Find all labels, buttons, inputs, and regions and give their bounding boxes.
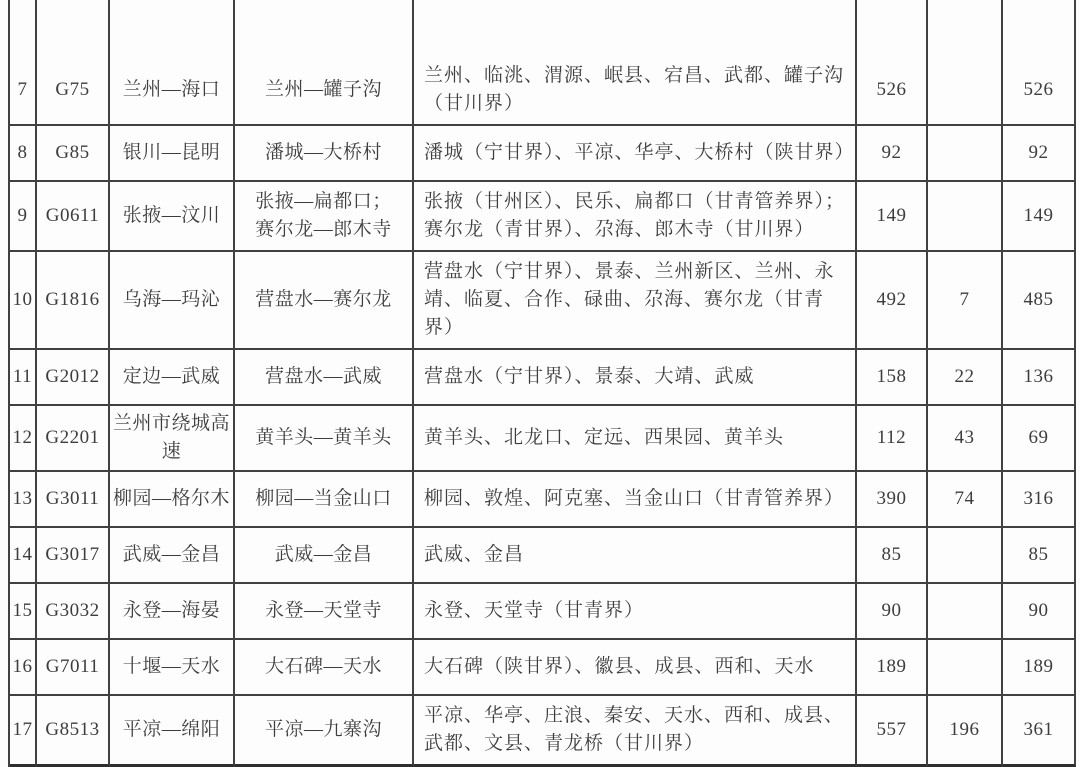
cell-length-deduct xyxy=(928,584,1003,640)
cell-length-total: 557 xyxy=(857,696,928,767)
cell-section-name xyxy=(235,406,414,472)
cell-length-net: 526 xyxy=(1003,56,1076,126)
text-line: 柳园、敦煌、阿克塞、当金山口（甘青管养界） xyxy=(424,488,845,509)
cell-route-name: 银川—昆明 xyxy=(110,126,235,182)
text-line: 平凉、华亭、庄浪、秦安、天水、西和、成县、武都、文县、青龙桥（甘川界） xyxy=(424,705,845,754)
cell-length-deduct: 22 xyxy=(928,350,1003,406)
cell-section-name xyxy=(235,126,414,182)
cell-length-net: 316 xyxy=(1003,472,1076,528)
cell-row-number: 9 xyxy=(10,182,37,252)
cell-length-total: 90 xyxy=(857,584,928,640)
text-line: 武威、金昌 xyxy=(424,544,525,565)
cell-row-number: 14 xyxy=(10,528,37,584)
cell-length-net: 92 xyxy=(1003,126,1076,182)
text-line: 兰州—罐子沟 xyxy=(264,79,382,100)
cell-section-name xyxy=(235,528,414,584)
text-line: 大石碑（陕甘界）、徽县、成县、西和、天水 xyxy=(424,656,815,677)
text-line: 黄羊头、北龙口、定远、西果园、黄羊头 xyxy=(424,427,785,448)
table-row xyxy=(10,350,1076,406)
cell-length-total: 149 xyxy=(857,182,928,252)
table-row xyxy=(10,56,1076,126)
cell-length-net: 361 xyxy=(1003,696,1076,767)
text-line: 平凉—九寨沟 xyxy=(264,719,382,740)
cell-section-name xyxy=(235,252,414,350)
cell-highway-code: G0611 xyxy=(37,182,110,252)
cell-length-deduct: 196 xyxy=(928,696,1003,767)
cell-length-total: 85 xyxy=(857,528,928,584)
cell-length-total: 390 xyxy=(857,472,928,528)
cell-highway-code: G1816 xyxy=(37,252,110,350)
cell-route-places xyxy=(414,528,857,584)
cell-section-name xyxy=(235,584,414,640)
cell-length-net: 69 xyxy=(1003,406,1076,472)
text-line: 赛尔龙（青甘界）、尕海、郎木寺（甘川界） xyxy=(424,219,815,240)
cell-row-number: 13 xyxy=(10,472,37,528)
text-line: 营盘水（宁甘界）、景泰、大靖、武威 xyxy=(424,366,755,387)
text-line: 赛尔龙—郎木寺 xyxy=(255,219,392,240)
table-row xyxy=(10,528,1076,584)
table-row xyxy=(10,696,1076,767)
cell-length-net: 136 xyxy=(1003,350,1076,406)
highway-route-table xyxy=(8,0,1076,767)
cell-route-name: 柳园—格尔木 xyxy=(110,472,235,528)
cell-route-name: 张掖—汶川 xyxy=(110,182,235,252)
cell-row-number: 16 xyxy=(10,640,37,696)
cell-route-places xyxy=(414,406,857,472)
cell-route-places xyxy=(414,696,857,767)
table-row xyxy=(10,252,1076,350)
text-line: 潘城—大桥村 xyxy=(264,142,382,163)
text-line: 张掖（甘州区）、民乐、扁都口（甘青管养界）； xyxy=(424,191,846,212)
cell-section-name xyxy=(235,56,414,126)
cell-length-total: 158 xyxy=(857,350,928,406)
cell-route-places xyxy=(414,472,857,528)
text-line: 营盘水—武威 xyxy=(264,366,382,387)
cell-section-name xyxy=(235,350,414,406)
cell-route-places xyxy=(414,640,857,696)
cell-route-name: 乌海—玛沁 xyxy=(110,252,235,350)
cell-route-places xyxy=(414,252,857,350)
text-line: 武威—金昌 xyxy=(274,544,373,565)
cell-route-name: 兰州—海口 xyxy=(110,56,235,126)
cell-section-name xyxy=(235,696,414,767)
cell-row-number: 7 xyxy=(10,56,37,126)
cell-route-places xyxy=(414,182,857,252)
cell-length-net: 85 xyxy=(1003,528,1076,584)
cell-highway-code: G2201 xyxy=(37,406,110,472)
cell-row-number: 17 xyxy=(10,696,37,767)
cell-highway-code: G7011 xyxy=(37,640,110,696)
table-row xyxy=(10,472,1076,528)
table-row xyxy=(10,406,1076,472)
cell-length-deduct xyxy=(928,528,1003,584)
text-line: 大石碑—天水 xyxy=(264,656,382,677)
cell-highway-code: G3017 xyxy=(37,528,110,584)
text-line: 兰州、临洮、渭源、岷县、宕昌、武都、罐子沟（甘川界） xyxy=(424,65,845,114)
cell-route-name: 永登—海晏 xyxy=(110,584,235,640)
cell-row-number: 11 xyxy=(10,350,37,406)
cell-highway-code: G3011 xyxy=(37,472,110,528)
cell-length-deduct xyxy=(928,640,1003,696)
cell-length-deduct: 74 xyxy=(928,472,1003,528)
cell-route-name: 十堰—天水 xyxy=(110,640,235,696)
cell-route-name: 定边—武威 xyxy=(110,350,235,406)
cell-length-net: 189 xyxy=(1003,640,1076,696)
cell-highway-code: G75 xyxy=(37,56,110,126)
cell-route-places xyxy=(414,56,857,126)
text-line: 黄羊头—黄羊头 xyxy=(255,427,392,448)
cell-length-total: 526 xyxy=(857,56,928,126)
cell-length-total: 92 xyxy=(857,126,928,182)
cell-highway-code: G2012 xyxy=(37,350,110,406)
cell-length-total: 492 xyxy=(857,252,928,350)
cell-highway-code: G3032 xyxy=(37,584,110,640)
cell-length-deduct: 43 xyxy=(928,406,1003,472)
cell-row-number: 15 xyxy=(10,584,37,640)
text-line: 张掖—扁都口； xyxy=(255,191,392,212)
cell-length-deduct xyxy=(928,56,1003,126)
cell-length-net: 485 xyxy=(1003,252,1076,350)
cell-length-net: 90 xyxy=(1003,584,1076,640)
cell-length-deduct xyxy=(928,126,1003,182)
cell-route-name: 武威—金昌 xyxy=(110,528,235,584)
cell-highway-code: G8513 xyxy=(37,696,110,767)
text-line: 柳园—当金山口 xyxy=(255,488,392,509)
table-rows xyxy=(10,56,1076,767)
cell-length-total: 189 xyxy=(857,640,928,696)
cell-highway-code: G85 xyxy=(37,126,110,182)
table-top-stub xyxy=(10,0,1076,56)
text-line: 营盘水（宁甘界）、景泰、兰州新区、兰州、永靖、临夏、合作、碌曲、尕海、赛尔龙（甘青界） xyxy=(424,261,835,338)
cell-row-number: 10 xyxy=(10,252,37,350)
table-row xyxy=(10,640,1076,696)
cell-section-name xyxy=(235,472,414,528)
table-row xyxy=(10,584,1076,640)
cell-row-number: 8 xyxy=(10,126,37,182)
cell-length-total: 112 xyxy=(857,406,928,472)
table-row xyxy=(10,182,1076,252)
cell-route-name: 兰州市绕城高速 xyxy=(110,406,235,472)
cell-length-deduct: 7 xyxy=(928,252,1003,350)
cell-route-name: 平凉—绵阳 xyxy=(110,696,235,767)
cell-route-places xyxy=(414,584,857,640)
text-line: 永登—天堂寺 xyxy=(264,600,382,621)
text-line: 永登、天堂寺（甘青界） xyxy=(424,600,645,621)
cell-length-deduct xyxy=(928,182,1003,252)
text-line: 营盘水—赛尔龙 xyxy=(255,289,392,310)
cell-section-name xyxy=(235,182,414,252)
cell-route-places xyxy=(414,350,857,406)
cell-route-places xyxy=(414,126,857,182)
table-row xyxy=(10,126,1076,182)
text-line: 潘城（宁甘界）、平凉、华亭、大桥村（陕甘界） xyxy=(424,142,855,163)
cell-length-net: 149 xyxy=(1003,182,1076,252)
cell-row-number: 12 xyxy=(10,406,37,472)
cell-section-name xyxy=(235,640,414,696)
